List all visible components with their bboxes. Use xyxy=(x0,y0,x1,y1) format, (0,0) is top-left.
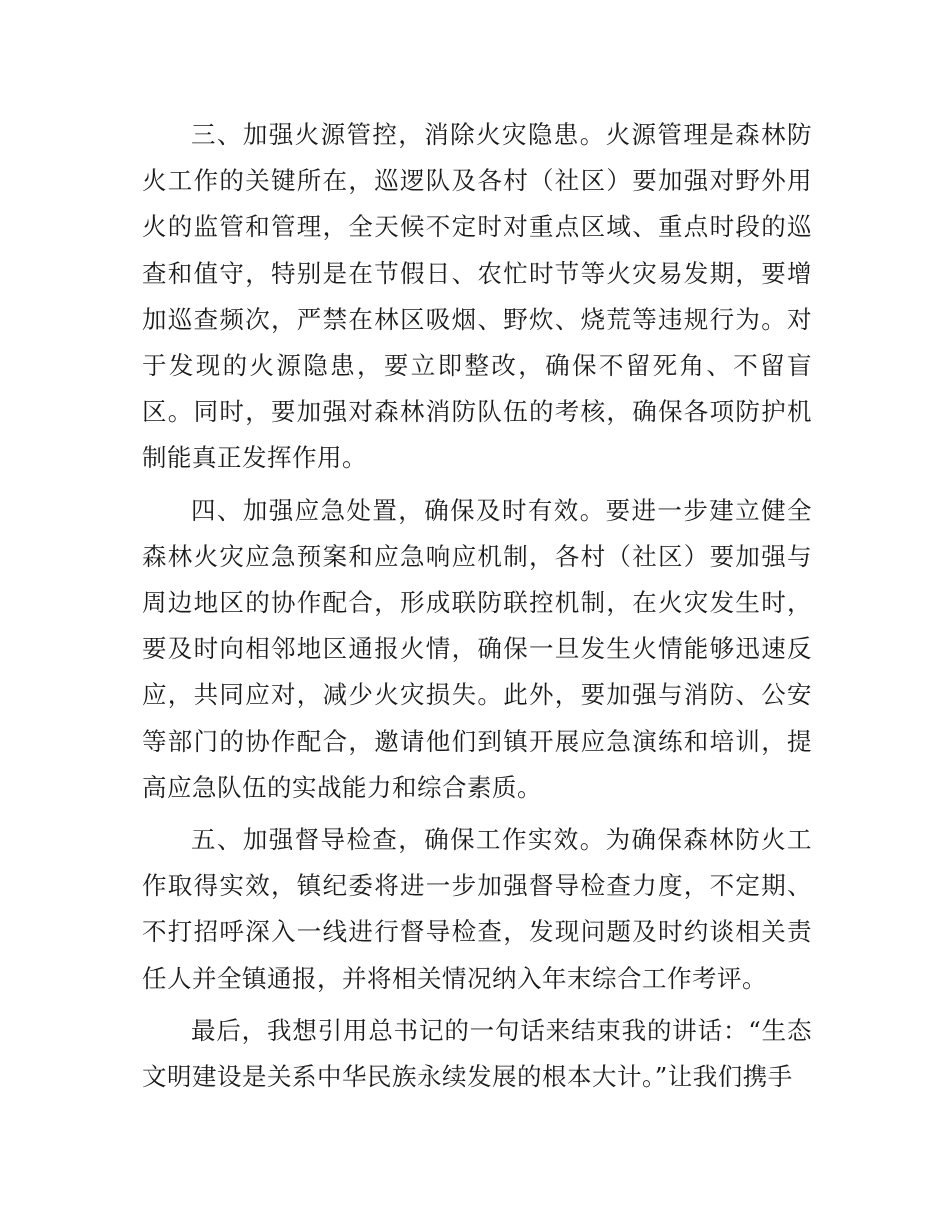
document-body xyxy=(142,112,812,1106)
paragraph-fire-source-control: 三、加强火源管控，消除火灾隐患。火源管理是森林防火工作的关键所在，巡逻队及各村（社区）要加强对野外用火的监管和管理，全天候不定时对重点区域、重点时段的巡查和值守，特别是在节假日、农忙时节等火灾易发期，要增加巡查频次，严禁在林区吸烟、野炊、烧荒等违规行为。对于发现的火源隐患，要立即整改，确保不留死角、不留盲区。同时，要加强对森林消防队伍的考核，确保各项防护机制能真正发挥作用。 xyxy=(142,120,812,473)
paragraph-emergency-response: 四、加强应急处置，确保及时有效。要进一步建立健全森林火灾应急预案和应急响应机制，各村（社区）要加强与周边地区的协作配合，形成联防联控机制，在火灾发生时，要及时向相邻地区通报火情，确保一旦发生火情能够迅速反应，共同应对，减少火灾损失。此外，要加强与消防、公安等部门的协作配合，邀请他们到镇开展应急演练和培训，提高应急队伍的实战能力和综合素质。 xyxy=(142,495,812,802)
paragraph-closing-remarks: 最后，我想引用总书记的一句话来结束我的讲话：“生态文明建设是关系中华民族永续发展的根本大计。”让我们携手 xyxy=(142,1015,812,1092)
paragraph-supervision-inspection: 五、加强督导检查，确保工作实效。为确保森林防火工作取得实效，镇纪委将进一步加强督导检查力度，不定期、不打招呼深入一线进行督导检查，发现问题及时约谈相关责任人并全镇通报，并将相关情况纳入年末综合工作考评。 xyxy=(142,825,812,993)
